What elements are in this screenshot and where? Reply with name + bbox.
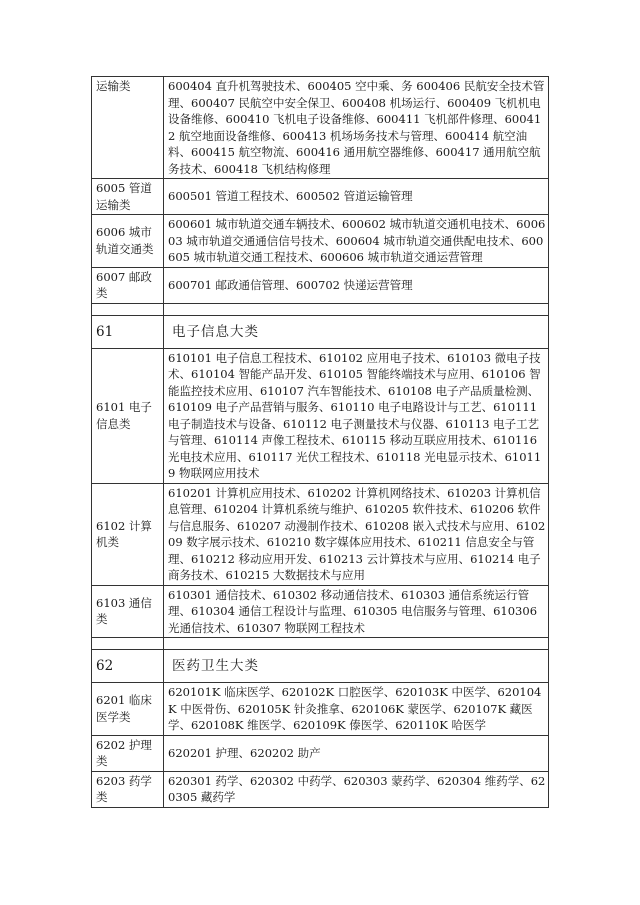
majors-list: 610101 电子信息工程技术、610102 应用电子技术、610103 微电子技术、610104 智能产品开发、610105 智能终端技术与应用、610106 智能监控技术应用、610107 汽车智能技术、610108 电子产品质量检测、610109 电子产品营销与服务、610110 电子电路设计与工艺、610111 电子制造技术与设备、610112 电子测量技术与仪器、610113 电子工艺与管理、610114 声像工程技术、610115 移动互联应用技术、610116 光电技术应用、610117 光伏工程技术、610118 光电显示技术、610119 物联网应用技术 — [168, 350, 542, 480]
category-code-cell — [92, 735, 164, 771]
category-code-cell — [92, 771, 164, 807]
major-catalog-table — [91, 76, 549, 808]
majors-list: 620301 药学、620302 中药学、620303 蒙药学、620304 维药学、620305 藏药学 — [168, 773, 546, 804]
spacer-cell — [164, 303, 549, 315]
category-code: 6006 城市轨道交通类 — [96, 225, 154, 256]
table-row — [92, 267, 549, 303]
category-code: 6202 护理类 — [96, 737, 152, 768]
category-code: 6101 电子信息类 — [96, 400, 152, 431]
category-code-cell — [92, 483, 164, 585]
category-header-row — [92, 315, 549, 348]
category-code-cell — [92, 348, 164, 483]
spacer-cell — [92, 638, 164, 650]
category-code-cell — [92, 585, 164, 638]
majors-cell — [164, 267, 549, 303]
category-name: 电子信息大类 — [172, 323, 259, 340]
spacer-cell — [164, 638, 549, 650]
category-code: 6102 计算机类 — [96, 518, 152, 549]
category-code-cell — [92, 179, 164, 215]
majors-list: 600701 邮政通信管理、600702 快递运营管理 — [168, 277, 413, 292]
category-code: 62 — [96, 658, 114, 674]
table-row — [92, 179, 549, 215]
majors-cell — [164, 735, 549, 771]
table-row — [92, 483, 549, 585]
category-code: 61 — [96, 323, 114, 340]
category-code-cell — [92, 650, 164, 683]
category-header-row — [92, 650, 549, 683]
category-code: 6007 邮政类 — [96, 269, 152, 300]
table-row — [92, 683, 549, 736]
table-row — [92, 348, 549, 483]
majors-list: 600404 直升机驾驶技术、600405 空中乘、务 600406 民航安全技术管理、600407 民航空中安全保卫、600408 机场运行、600409 飞机机电设备维修、600410 飞机电子设备维修、600411 飞机部件修理、600412 航空地面设备维修、600413 机场场务技术与管理、600414 航空油料、600415 航空物流、600416 通用航空器维修、600417 通用航空航务技术、600418 飞机结构修理 — [168, 79, 545, 176]
majors-list: 600601 城市轨道交通车辆技术、600602 城市轨道交通机电技术、600603 城市轨道交通通信信号技术、600604 城市轨道交通供配电技术、600605 城市轨道交通工程技术、600606 城市轨道交通运营管理 — [168, 217, 546, 264]
document-page — [91, 76, 548, 808]
majors-list: 620101K 临床医学、620102K 口腔医学、620103K 中医学、620104K 中医骨伤、620105K 针灸推拿、620106K 蒙医学、620107K 藏医学、620108K 维医学、620109K 傣医学、620110K 哈医学 — [168, 685, 542, 732]
category-name-cell — [164, 315, 549, 348]
category-code-cell — [92, 315, 164, 348]
majors-cell — [164, 683, 549, 736]
category-code-cell — [92, 215, 164, 268]
table-row — [92, 215, 549, 268]
table-row — [92, 585, 549, 638]
category-code: 6103 通信类 — [96, 595, 152, 627]
table-row — [92, 735, 549, 771]
majors-list: 620201 护理、620202 助产 — [168, 745, 321, 760]
category-code: 6203 药学类 — [96, 773, 152, 804]
category-code-cell — [92, 267, 164, 303]
spacer-cell — [92, 303, 164, 315]
category-name-cell — [164, 650, 549, 683]
majors-cell — [164, 771, 549, 807]
majors-cell — [164, 77, 549, 179]
majors-cell — [164, 215, 549, 268]
majors-cell — [164, 179, 549, 215]
majors-cell — [164, 585, 549, 638]
majors-list: 610201 计算机应用技术、610202 计算机网络技术、610203 计算机信息管理、610204 计算机系统与维护、610205 软件技术、610206 软件与信息服务、610207 动漫制作技术、610208 嵌入式技术与应用、610209 数字展示技术、610210 数字媒体应用技术、610211 信息安全与管理、610212 移动应用开发、610213 云计算技术与应用、610214 电子商务技术、610215 大数据技术与应用 — [168, 485, 546, 582]
category-name: 医药卫生大类 — [172, 658, 259, 674]
spacer-row — [92, 303, 549, 315]
majors-cell — [164, 348, 549, 483]
table-row — [92, 77, 549, 179]
spacer-row — [92, 638, 549, 650]
majors-list: 610301 通信技术、610302 移动通信技术、610303 通信系统运行管理、610304 通信工程设计与监理、610305 电信服务与管理、610306 光通信技术、610307 物联网工程技术 — [168, 587, 538, 635]
majors-cell — [164, 483, 549, 585]
category-code: 6005 管道运输类 — [96, 181, 152, 212]
category-code: 运输类 — [96, 79, 131, 93]
majors-list: 600501 管道工程技术、600502 管道运输管理 — [168, 189, 413, 204]
category-code: 6201 临床医学类 — [96, 693, 152, 724]
category-code-cell — [92, 77, 164, 179]
category-code-cell — [92, 683, 164, 736]
table-row — [92, 771, 549, 807]
